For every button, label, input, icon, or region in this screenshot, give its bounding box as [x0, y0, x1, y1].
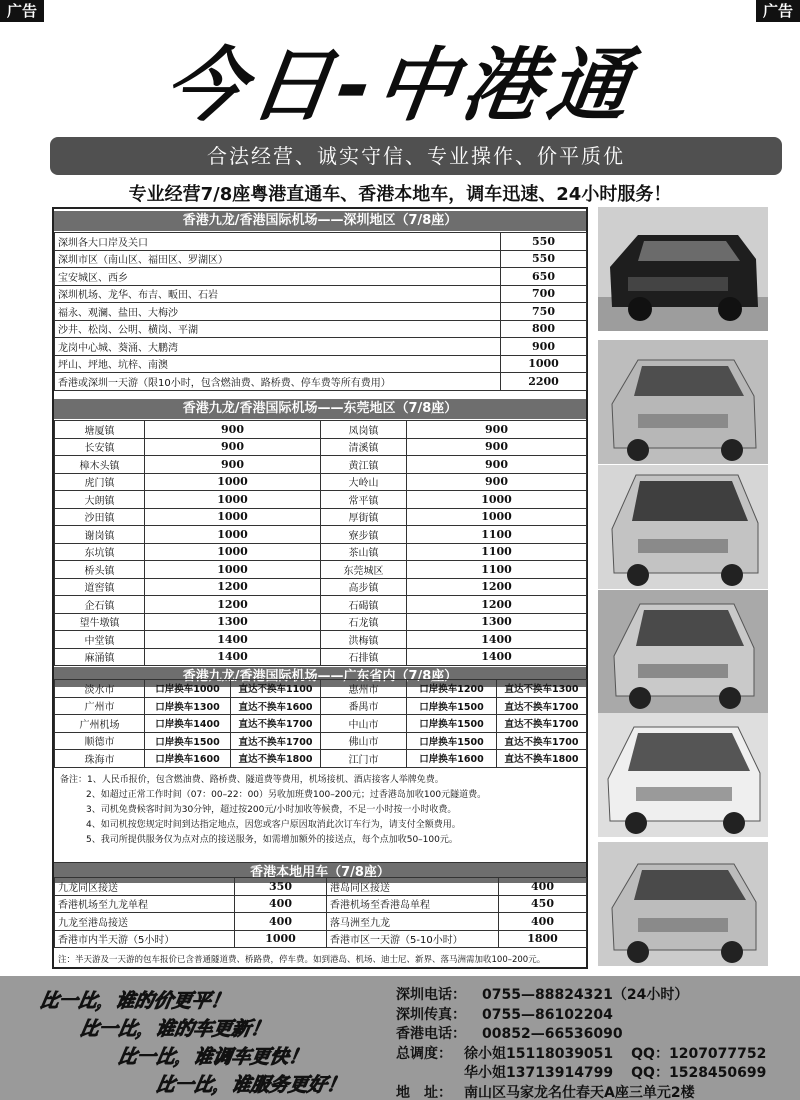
- destination-cell: 东莞城区: [321, 561, 407, 579]
- price-cell: 1000: [145, 508, 321, 526]
- direct-price-cell: 直达不换车1700: [497, 732, 587, 750]
- destination-cell: 塘厦镇: [55, 421, 145, 439]
- price-cell: 1200: [407, 578, 587, 596]
- compare-line: 比一比，谁的车更新！: [77, 1018, 272, 1040]
- price-cell: 1100: [407, 561, 587, 579]
- transfer-price-cell: 口岸换车1000: [145, 680, 231, 698]
- dispatch-row-1: [396, 1045, 796, 1065]
- dispatcher-1[interactable]: 徐小姐15118039051: [464, 1045, 614, 1062]
- transfer-price-cell: 口岸换车1500: [407, 697, 497, 715]
- destination-cell: 香港或深圳一天游（限10小时，包含燃油费、路桥费、停车费等所有费用）: [55, 373, 501, 391]
- direct-price-cell: 直达不换车1800: [497, 750, 587, 768]
- table-row: [55, 680, 587, 698]
- table-row: [55, 895, 587, 913]
- price-cell: 1000: [145, 561, 321, 579]
- destination-cell: 沙田镇: [55, 508, 145, 526]
- price-cell: 900: [501, 338, 587, 356]
- qq-number-2: 1528450699: [668, 1065, 767, 1081]
- van-image: [598, 842, 768, 966]
- shenzhen-phone-label: 深圳电话：: [396, 987, 466, 1003]
- table-row: [55, 878, 587, 896]
- destination-cell: 望牛墩镇: [55, 613, 145, 631]
- destination-cell: 石龙镇: [321, 613, 407, 631]
- table-row: [55, 285, 587, 303]
- destination-cell: 常平镇: [321, 491, 407, 509]
- direct-price-cell: 直达不换车1700: [497, 715, 587, 733]
- destination-cell: 企石镇: [55, 596, 145, 614]
- destination-cell: 中山市: [321, 715, 407, 733]
- slogan-banner: 合法经营、诚实守信、专业操作、价平质优: [50, 137, 782, 175]
- destination-cell: 麻涌镇: [55, 648, 145, 666]
- destination-cell: 坪山、坪地、坑梓、南澳: [55, 355, 501, 373]
- destination-cell: 凤岗镇: [321, 421, 407, 439]
- service-cell: 香港市区一天游（5-10小时）: [327, 930, 499, 948]
- remark-line: 5、我司所提供服务仅为点对点的接送服务，如需增加额外的接送点，每个点加收50–100元。: [86, 835, 458, 845]
- transfer-price-cell: 口岸换车1500: [145, 732, 231, 750]
- price-cell: 1300: [407, 613, 587, 631]
- destination-cell: 厚街镇: [321, 508, 407, 526]
- destination-cell: 中堂镇: [55, 631, 145, 649]
- destination-cell: 大岭山: [321, 473, 407, 491]
- van-photo: [598, 207, 768, 331]
- destination-cell: 深圳机场、龙华、布吉、畈田、石岩: [55, 285, 501, 303]
- address-label: 地 址：: [396, 1084, 452, 1100]
- price-cell: 400: [235, 895, 327, 913]
- destination-cell: 谢岗镇: [55, 526, 145, 544]
- price-cell: 400: [235, 913, 327, 931]
- remarks-block: [54, 769, 586, 863]
- shenzhen-phone-row: [396, 986, 796, 1006]
- table-row: [55, 561, 587, 579]
- ad-label-left: 广告: [0, 0, 44, 22]
- service-cell: 港岛同区接送: [327, 878, 499, 896]
- price-cell: 900: [145, 421, 321, 439]
- price-cell: 1800: [499, 930, 587, 948]
- price-cell: 1200: [145, 578, 321, 596]
- destination-cell: 道窖镇: [55, 578, 145, 596]
- table-row: [55, 543, 587, 561]
- table-row: [55, 373, 587, 391]
- price-cell: 900: [407, 438, 587, 456]
- destination-cell: 高步镇: [321, 578, 407, 596]
- van-image: [598, 207, 768, 331]
- compare-line: 比一比，谁调车更快！: [115, 1046, 310, 1068]
- shenzhen-fax: 0755—86102204: [482, 1006, 613, 1023]
- price-cell: 400: [499, 913, 587, 931]
- qq-label: QQ：: [631, 1045, 669, 1062]
- van-image: [598, 713, 768, 837]
- destination-cell: 江门市: [321, 750, 407, 768]
- destination-cell: 福永、观澜、盐田、大梅沙: [55, 303, 501, 321]
- destination-cell: 洪梅镇: [321, 631, 407, 649]
- price-cell: 1000: [145, 491, 321, 509]
- address: 南山区马家龙名仕春天A座三单元2楼: [464, 1084, 695, 1100]
- shenzhen-fax-row: [396, 1006, 796, 1026]
- table-row: [55, 250, 587, 268]
- van-photo: [598, 842, 768, 966]
- van-photo: [598, 590, 768, 714]
- van-image: [598, 465, 768, 589]
- destination-cell: 佛山市: [321, 732, 407, 750]
- table-row: [55, 421, 587, 439]
- price-cell: 1100: [407, 526, 587, 544]
- destination-cell: 石排镇: [321, 648, 407, 666]
- table-row: [55, 913, 587, 931]
- price-cell: 700: [501, 285, 587, 303]
- table-row: [55, 303, 587, 321]
- remark-line: 3、司机免费候客时间为30分钟，超过按200元/小时加收等候费，不足一小时按一小时收费。: [86, 805, 457, 815]
- price-cell: 1200: [145, 596, 321, 614]
- table-row: [55, 578, 587, 596]
- dongguan-table: [54, 420, 586, 666]
- transfer-price-cell: 口岸换车1500: [407, 732, 497, 750]
- price-cell: 1200: [407, 596, 587, 614]
- destination-cell: 大朗镇: [55, 491, 145, 509]
- table-row: [55, 596, 587, 614]
- hongkong-table: [54, 877, 586, 948]
- destination-cell: 桥头镇: [55, 561, 145, 579]
- destination-cell: 樟木头镇: [55, 456, 145, 474]
- direct-price-cell: 直达不换车1700: [231, 732, 321, 750]
- qq-number-1: 1207077752: [668, 1045, 767, 1062]
- table-row: [55, 631, 587, 649]
- table-row: [55, 473, 587, 491]
- service-cell: 落马洲至九龙: [327, 913, 499, 931]
- price-cell: 1300: [145, 613, 321, 631]
- price-table-panel: [52, 207, 588, 969]
- contact-block: [396, 986, 796, 1100]
- table-row: [55, 438, 587, 456]
- table-row: [55, 268, 587, 286]
- table-row: [55, 648, 587, 666]
- table-row: [55, 750, 587, 768]
- service-cell: 九龙同区接送: [55, 878, 235, 896]
- dispatch-label: 总调度：: [396, 1045, 452, 1062]
- table-row: [55, 715, 587, 733]
- dispatcher-2[interactable]: 华小姐13713914799: [464, 1065, 614, 1081]
- van-photo: [598, 465, 768, 589]
- compare-line: 比一比，谁的价更平！: [37, 990, 232, 1012]
- remark-line: 2、如超过正常工作时间（07：00–22：00）另收加班费100–200元；过香港岛加收100元隧道费。: [86, 790, 487, 800]
- section-title-hongkong: 香港本地用车（7/8座）: [54, 863, 586, 883]
- van-photo: [598, 340, 768, 464]
- hongkong-phone-row: [396, 1025, 796, 1045]
- price-cell: 800: [501, 320, 587, 338]
- direct-price-cell: 直达不换车1700: [231, 715, 321, 733]
- destination-cell: 番禺市: [321, 697, 407, 715]
- price-cell: 1000: [501, 355, 587, 373]
- price-cell: 1000: [145, 473, 321, 491]
- price-cell: 1000: [145, 543, 321, 561]
- section-title-guangdong: 香港九龙/香港国际机场——广东省内（7/8座）: [54, 667, 586, 687]
- transfer-price-cell: 口岸换车1600: [145, 750, 231, 768]
- service-cell: 香港机场至香港岛单程: [327, 895, 499, 913]
- price-cell: 550: [501, 233, 587, 251]
- direct-price-cell: 直达不换车1700: [497, 697, 587, 715]
- transfer-price-cell: 口岸换车1200: [407, 680, 497, 698]
- destination-cell: 顺德市: [55, 732, 145, 750]
- destination-cell: 惠州市: [321, 680, 407, 698]
- transfer-price-cell: 口岸换车1400: [145, 715, 231, 733]
- price-cell: 450: [499, 895, 587, 913]
- section-title-dongguan: 香港九龙/香港国际机场——东莞地区（7/8座）: [54, 399, 586, 419]
- destination-cell: 清溪镇: [321, 438, 407, 456]
- service-cell: 香港市内半天游（5小时）: [55, 930, 235, 948]
- table-row: [55, 320, 587, 338]
- price-cell: 750: [501, 303, 587, 321]
- price-cell: 1000: [407, 508, 587, 526]
- destination-cell: 石碣镇: [321, 596, 407, 614]
- remark-line: 备注：1、人民币报价，包含燃油费、路桥费、隧道费等费用，机场接机、酒店接客人举牌免费。: [60, 775, 444, 785]
- address-row: [396, 1084, 796, 1100]
- service-cell: 九龙至港岛接送: [55, 913, 235, 931]
- hongkong-footnote: 注：半天游及一天游的包车报价已含普通隧道费、桥路费，停车费。如到港岛、机场、迪士尼、新界、落马洲需加收100–200元。: [58, 955, 546, 965]
- destination-cell: 东坑镇: [55, 543, 145, 561]
- price-cell: 400: [499, 878, 587, 896]
- price-cell: 900: [407, 456, 587, 474]
- price-cell: 1400: [407, 631, 587, 649]
- destination-cell: 广州机场: [55, 715, 145, 733]
- table-row: [55, 930, 587, 948]
- compare-line: 比一比，谁服务更好！: [153, 1074, 348, 1096]
- price-cell: 1000: [145, 526, 321, 544]
- destination-cell: 寮步镇: [321, 526, 407, 544]
- van-photo: [598, 713, 768, 837]
- destination-cell: 沙井、松岗、公明、横岗、平湖: [55, 320, 501, 338]
- transfer-price-cell: 口岸换车1300: [145, 697, 231, 715]
- destination-cell: 淡水市: [55, 680, 145, 698]
- price-cell: 900: [145, 456, 321, 474]
- direct-price-cell: 直达不换车1800: [231, 750, 321, 768]
- remark-line: 4、如司机按您规定时间到达指定地点，因您或客户原因取消此次订车行为，请支付全额费用。: [86, 820, 461, 830]
- direct-price-cell: 直达不换车1300: [497, 680, 587, 698]
- price-cell: 350: [235, 878, 327, 896]
- price-cell: 1000: [407, 491, 587, 509]
- van-image: [598, 590, 768, 714]
- price-cell: 650: [501, 268, 587, 286]
- hongkong-phone-label: 香港电话：: [396, 1026, 466, 1042]
- price-cell: 1000: [235, 930, 327, 948]
- table-row: [55, 613, 587, 631]
- table-row: [55, 508, 587, 526]
- table-row: [55, 697, 587, 715]
- shenzhen-table: [54, 232, 586, 391]
- shenzhen-phone[interactable]: 0755—88824321（24小时）: [482, 987, 689, 1003]
- destination-cell: 黄江镇: [321, 456, 407, 474]
- direct-price-cell: 直达不换车1100: [231, 680, 321, 698]
- section-title-shenzhen: 香港九龙/香港国际机场——深圳地区（7/8座）: [54, 211, 586, 231]
- transfer-price-cell: 口岸换车1600: [407, 750, 497, 768]
- table-row: [55, 526, 587, 544]
- destination-cell: 龙岗中心城、葵涌、大鹏湾: [55, 338, 501, 356]
- ad-label-right: 广告: [756, 0, 800, 22]
- destination-cell: 深圳各大口岸及关口: [55, 233, 501, 251]
- price-cell: 900: [407, 421, 587, 439]
- table-row: [55, 233, 587, 251]
- price-cell: 550: [501, 250, 587, 268]
- destination-cell: 长安镇: [55, 438, 145, 456]
- destination-cell: 虎门镇: [55, 473, 145, 491]
- brand-title: 今日-中港通: [158, 39, 642, 132]
- guangdong-table: [54, 679, 586, 768]
- footer-banner: [0, 976, 800, 1100]
- van-image: [598, 340, 768, 464]
- price-cell: 1400: [145, 631, 321, 649]
- price-cell: 1100: [407, 543, 587, 561]
- direct-price-cell: 直达不换车1600: [231, 697, 321, 715]
- price-cell: 2200: [501, 373, 587, 391]
- destination-cell: 茶山镇: [321, 543, 407, 561]
- table-row: [55, 491, 587, 509]
- hongkong-phone[interactable]: 00852—66536090: [482, 1026, 623, 1042]
- transfer-price-cell: 口岸换车1500: [407, 715, 497, 733]
- service-cell: 香港机场至九龙单程: [55, 895, 235, 913]
- price-cell: 1400: [407, 648, 587, 666]
- table-row: [55, 732, 587, 750]
- destination-cell: 宝安城区、西乡: [55, 268, 501, 286]
- destination-cell: 广州市: [55, 697, 145, 715]
- price-cell: 900: [407, 473, 587, 491]
- table-row: [55, 456, 587, 474]
- table-row: [55, 338, 587, 356]
- dispatch-row-2: [396, 1064, 796, 1084]
- qq-label: QQ：: [631, 1065, 669, 1081]
- destination-cell: 珠海市: [55, 750, 145, 768]
- service-tagline: 专业经营7/8座粤港直通车、香港本地车，调车迅速、24小时服务！: [128, 184, 672, 205]
- destination-cell: 深圳市区（南山区、福田区、罗湖区）: [55, 250, 501, 268]
- table-row: [55, 355, 587, 373]
- price-cell: 900: [145, 438, 321, 456]
- price-cell: 1400: [145, 648, 321, 666]
- shenzhen-fax-label: 深圳传真：: [396, 1006, 466, 1023]
